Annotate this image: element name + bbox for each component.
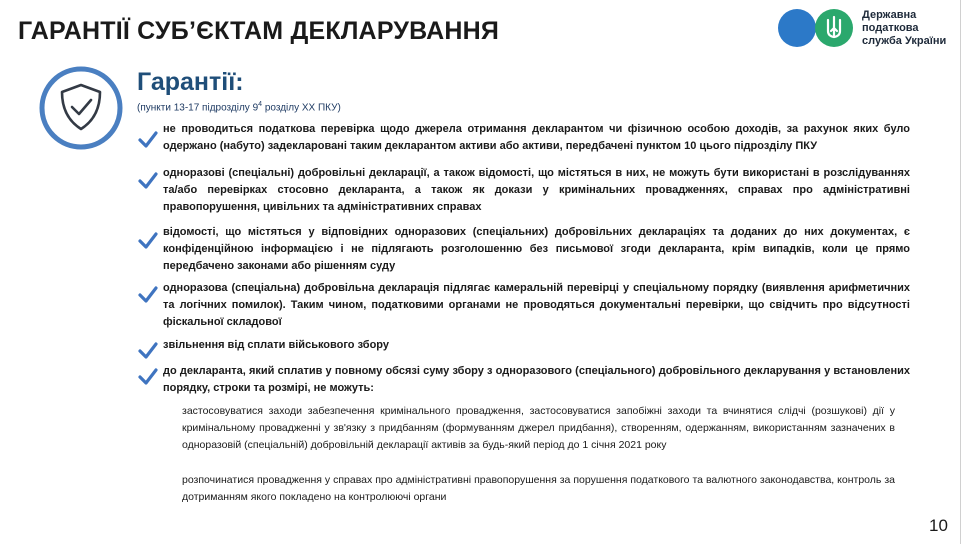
logo-text	[862, 9, 946, 48]
logo-line-2: податкова	[862, 22, 919, 34]
logo-line-3: служба України	[862, 35, 947, 47]
check-icon	[138, 342, 158, 360]
section-heading: Гарантії:	[137, 68, 244, 96]
guarantee-subitem-2: розпочинатися провадження у справах про адміністративні правопорушення за порушення податкового та валютного законодавства, контроль за дотриманням якого покладено на контролюючі органи	[182, 474, 895, 503]
logo-green-circle	[815, 9, 853, 47]
trident-icon	[815, 9, 853, 47]
slide-title: ГАРАНТІЇ СУБ’ЄКТАМ ДЕКЛАРУВАННЯ	[18, 17, 500, 45]
logo-blue-circle	[778, 9, 816, 47]
dps-logo	[778, 6, 958, 52]
guarantee-item-4: одноразова (спеціальна) добровільна декларація підлягає камеральній перевірці у спеціальному порядку (виявлення арифметичних та логічних помилок). Таким чином, податковими органами не проводяться документальні перевірки, що свідчить про відсутності фіскальної складової	[163, 282, 910, 328]
guarantee-item-1: не проводиться податкова перевірка щодо джерела отримання декларантом чи фізичною особою доходів, за рахунок яких було одержано (набуто) задекларовані таким декларантом активи або активи, передбачені пунктом 10 цього підрозділу ПКУ	[163, 123, 910, 152]
check-icon	[138, 131, 158, 149]
check-icon	[138, 232, 158, 250]
page-number: 10	[929, 516, 948, 535]
check-icon	[138, 172, 158, 190]
guarantee-item-6: до декларанта, який сплатив у повному обсязі суму збору з одноразового (спеціального) добровільного декларування у встановлених порядку, строки та розмірі, не можуть:	[163, 365, 910, 394]
guarantee-item-3: відомості, що містяться у відповідних одноразових (спеціальних) добровільних деклараціях та доданих до них документах, є конфіденційною інформацією і не підлягають розголошенню без письмової згоди декларанта, крім випадків, коли це прямо передбачено законами або рішенням суду	[163, 226, 910, 272]
check-icon	[138, 286, 158, 304]
logo-line-1: Державна	[862, 9, 917, 21]
shield-check-icon	[38, 65, 124, 151]
section-subtitle: (пункти 13-17 підрозділу $9^4$ розділу ХХ ПКУ)	[137, 101, 341, 114]
guarantee-item-5: звільнення від сплати військового збору	[163, 339, 389, 351]
guarantee-subitem-1: застосовуватися заходи забезпечення кримінального провадження, застосовуватися запобіжні заходи та вчинятися слідчі (розшукові) дії у кримінальному провадженні у зв'язку з придбанням (формуванням джерел придбання), створенням, одержанням, використанням зазначених в одноразовій (спеціальній) добровільній декларації активів за будь-який період до 1 січня 2021 року	[182, 405, 895, 451]
guarantee-item-2: одноразові (спеціальні) добровільні декларації, а також відомості, що містяться в них, не можуть бути використані в розслідуваннях та/або перевірках стосовно декларанта, а також як докази у кримінальних провадженнях, справах про адміністративні правопорушення, цивільних та адміністративних справах	[163, 167, 910, 213]
check-icon	[138, 368, 158, 386]
